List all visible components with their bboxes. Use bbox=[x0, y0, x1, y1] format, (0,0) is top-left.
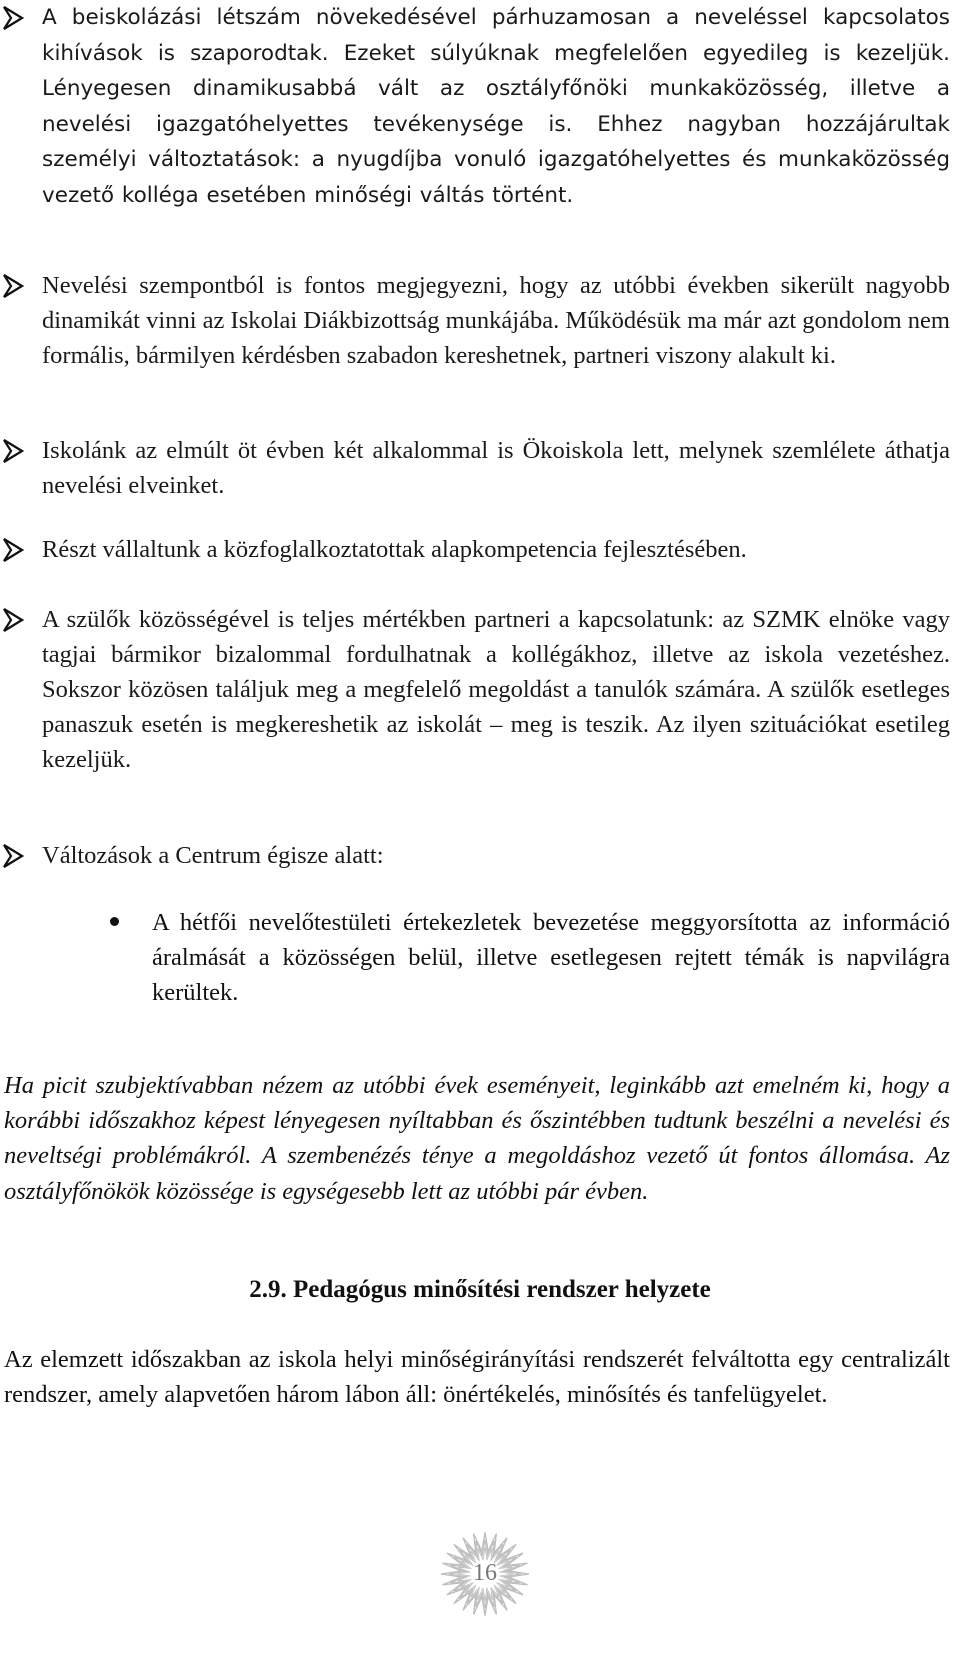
page-number: 16 bbox=[473, 1560, 497, 1586]
bullet-item bbox=[0, 838, 950, 873]
bullet-text: Részt vállaltunk a közfoglalkoztatottak alapkompetencia fejlesztésében. bbox=[42, 536, 747, 563]
bullet-item bbox=[0, 602, 950, 777]
bullet-text: A szülők közösségével is teljes mértékben partneri a kapcsolatunk: az SZMK elnöke vagy tagjai bármikor bizalommal fordulhatnak a kollégákhoz, illetve az iskola vezetéshez. Sokszor közösen találjuk meg a megfelelő megoldást a tanulók számára. A szülők esetleges panaszuk esetén is megkereshetik az iskolát – meg is teszik. Az ilyen szituációkat esetileg kezeljük. bbox=[42, 606, 950, 773]
bullet-item bbox=[0, 268, 950, 373]
body-paragraph: Az elemzett időszakban az iskola helyi minőségirányítási rendszerét felváltotta egy centralizált rendszer, amely alapvetően három lábon áll: önértékelés, minősítés és tanfelügyelet. bbox=[4, 1346, 950, 1408]
arrowhead-bullet-icon bbox=[2, 5, 24, 31]
reflection-paragraph: Ha picit szubjektívabban nézem az utóbbi évek eseményeit, leginkább azt emelném ki, hogy a korábbi időszakhoz képest lényegesen nyíltabban és őszintébben tudtunk beszélni a nevelési és neveltségi problémákról. A szembenézés ténye a megoldáshoz vezető út fontos állomása. Az osztályfőnökök közössége is egységesebb lett az utóbbi pár évben. bbox=[4, 1072, 950, 1205]
bullet-text: Nevelési szempontból is fontos megjegyezni, hogy az utóbbi években sikerült nagyobb dinamikát vinni az Iskolai Diákbizottság munkájába. Működésük ma már azt gondolom nem formális, bármilyen kérdésben szabadon kereshetnek, partneri viszony alakult ki. bbox=[42, 272, 950, 369]
bullet-text: A beiskolázási létszám növekedésével párhuzamosan a neveléssel kapcsolatos kihívások is szaporodtak. Ezeket súlyúknak megfelelően egyedileg is kezeljük. Lényegesen dinamikusabbá vált az osztályfőnöki munkaközösség, illetve a nevelési igazgatóhelyettes tevékenysége is. Ehhez nagyban hozzájárultak személyi változtatások: a nyugdíjba vonuló igazgatóhelyettes és munkaközösség vezető kolléga esetében minőségi váltás történt. bbox=[42, 5, 950, 208]
sub-bullet-item bbox=[110, 905, 950, 1010]
arrowhead-bullet-icon bbox=[2, 537, 24, 563]
bullet-item bbox=[0, 0, 950, 213]
arrowhead-bullet-icon bbox=[2, 607, 24, 633]
bullet-text: Változások a Centrum égisze alatt: bbox=[42, 842, 384, 869]
bullet-item bbox=[0, 433, 950, 503]
arrowhead-bullet-icon bbox=[2, 843, 24, 869]
section-heading: 2.9. Pedagógus minősítési rendszer helyzete bbox=[249, 1276, 711, 1303]
arrowhead-bullet-icon bbox=[2, 273, 24, 299]
sub-bullet-text: A hétfői nevelőtestületi értekezletek bevezetése meggyorsította az információ áralmását a közösségen belül, illetve esetlegesen rejtett témák is napvilágra kerültek. bbox=[152, 909, 950, 1006]
page-number-badge bbox=[430, 1522, 540, 1632]
dot-bullet-icon bbox=[110, 917, 119, 926]
arrowhead-bullet-icon bbox=[2, 438, 24, 464]
bullet-text: Iskolánk az elmúlt öt évben két alkalommal is Ökoiskola lett, melynek szemlélete áthatja nevelési elveinket. bbox=[42, 437, 950, 499]
bullet-item bbox=[0, 532, 950, 567]
